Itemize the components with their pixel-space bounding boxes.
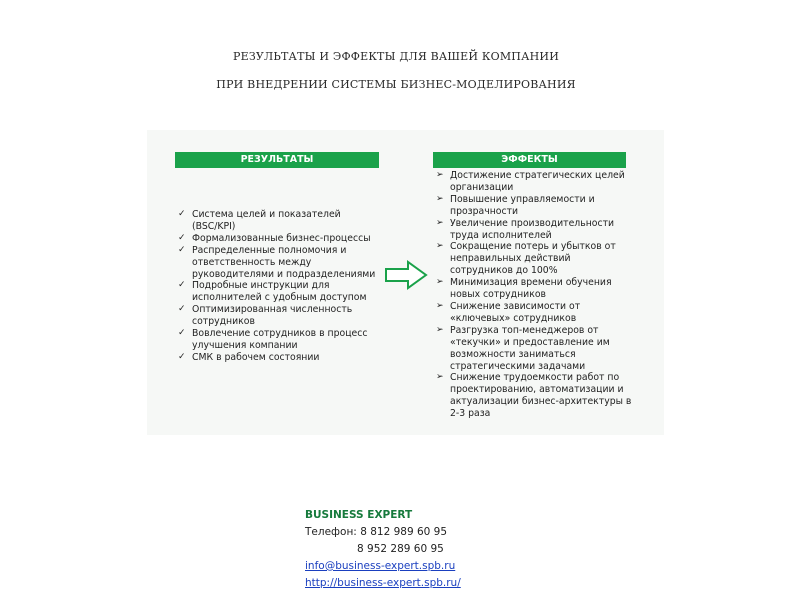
- results-list: [178, 209, 378, 364]
- arrowhead-bullet-icon: ➢: [436, 372, 444, 383]
- phone-label: Телефон:: [305, 526, 357, 538]
- website-link[interactable]: http://business-expert.spb.ru/: [305, 577, 461, 589]
- results-heading: РЕЗУЛЬТАТЫ: [175, 152, 379, 168]
- list-item: ✓ Вовлечение сотрудников в процесс улучшения компании: [178, 328, 368, 351]
- arrowhead-bullet-icon: ➢: [436, 241, 444, 252]
- list-item: ➢ Сокращение потерь и убытков от неправильных действий сотрудников до 100%: [436, 241, 616, 277]
- right-arrow-icon: [384, 260, 428, 290]
- check-icon: ✓: [178, 232, 186, 243]
- page-title-line1: РЕЗУЛЬТАТЫ И ЭФФЕКТЫ ДЛЯ ВАШЕЙ КОМПАНИИ: [233, 50, 559, 63]
- check-icon: ✓: [178, 304, 186, 315]
- list-item: ✓ СМК в рабочем состоянии: [178, 351, 320, 363]
- arrowhead-bullet-icon: ➢: [436, 300, 444, 311]
- list-item: ✓ Оптимизированная численность сотрудников: [178, 304, 353, 328]
- check-icon: ✓: [178, 209, 186, 219]
- phone-number-2: 8 952 289 60 95: [357, 543, 444, 555]
- list-item: ➢ Снижение трудоемкости работ по проектированию, автоматизации и актуализации бизнес-архитектуры в 2-3 раза: [436, 372, 632, 420]
- arrowhead-bullet-icon: ➢: [436, 170, 444, 180]
- contact-block: [305, 507, 461, 592]
- list-item: ✓ Формализованные бизнес-процессы: [178, 232, 371, 244]
- list-item: ✓ Подробные инструкции для исполнителей с удобным доступом: [178, 280, 367, 304]
- check-icon: ✓: [178, 244, 186, 255]
- arrowhead-bullet-icon: ➢: [436, 324, 444, 335]
- list-item: ➢ Достижение стратегических целей организации: [436, 170, 625, 193]
- effects-heading: ЭФФЕКТЫ: [433, 152, 626, 168]
- list-item: ➢ Повышение управляемости и прозрачности: [436, 193, 595, 217]
- list-item: ➢ Разгрузка топ-менеджеров от «текучки» и предоставление им возможности заниматься стратегическими задачами: [436, 324, 610, 372]
- email-link[interactable]: info@business-expert.spb.ru: [305, 560, 456, 572]
- arrowhead-bullet-icon: ➢: [436, 193, 444, 204]
- check-icon: ✓: [178, 351, 186, 362]
- list-item: ✓ Система целей и показателей (BSC/KPI): [178, 209, 341, 232]
- phone-number-1: 8 812 989 60 95: [360, 526, 448, 538]
- check-icon: ✓: [178, 280, 186, 291]
- company-name: BUSINESS EXPERT: [305, 509, 413, 521]
- list-item: ✓ Распределенные полномочия и ответственность между руководителями и подразделениями: [178, 244, 376, 280]
- page-title-line2: ПРИ ВНЕДРЕНИИ СИСТЕМЫ БИЗНЕС-МОДЕЛИРОВАНИЯ: [216, 78, 576, 91]
- check-icon: ✓: [178, 328, 186, 339]
- arrowhead-bullet-icon: ➢: [436, 217, 444, 228]
- list-item: ➢ Минимизация времени обучения новых сотрудников: [436, 277, 612, 301]
- arrowhead-bullet-icon: ➢: [436, 277, 444, 288]
- list-item: ➢ Увеличение производительности труда исполнителей: [436, 217, 615, 241]
- phone-line-1: [305, 524, 461, 541]
- effects-list: [436, 170, 632, 420]
- list-item: ➢ Снижение зависимости от «ключевых» сотрудников: [436, 300, 581, 324]
